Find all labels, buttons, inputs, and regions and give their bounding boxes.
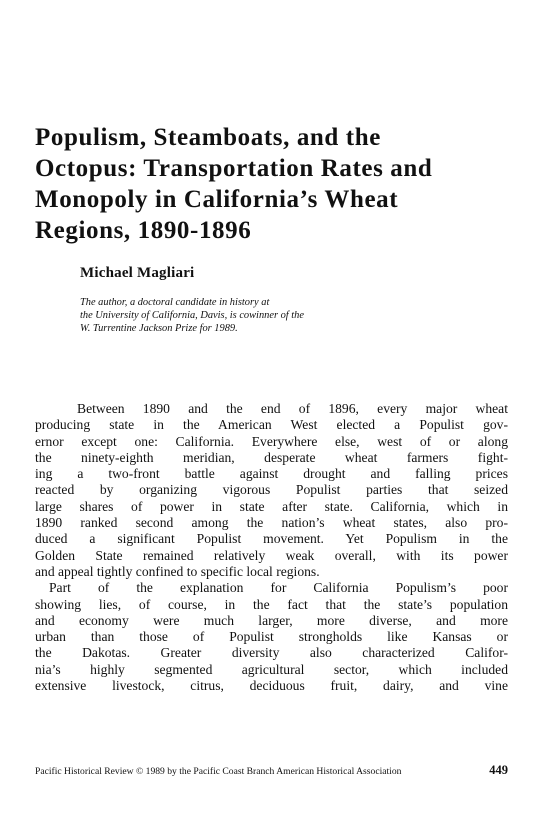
body-line: ernor except one: California. Everywhere else, west of or along [35, 433, 508, 449]
body-line: 1890 ranked second among the nation’s wheat states, also pro- [35, 515, 508, 531]
body-line: Golden State remained relatively weak overall, with its power [35, 547, 508, 563]
body-line: and appeal tightly confined to specific local regions. [35, 563, 320, 579]
body-line: ing a two-front battle against drought and falling prices [35, 466, 508, 482]
article-title [35, 122, 505, 246]
body-line: extensive livestock, citrus, deciduous fruit, dairy, and vine [35, 678, 508, 694]
title-line: Regions, 1890-1896 [35, 217, 252, 244]
page-number: 449 [489, 763, 508, 777]
bio-line: W. Turrentine Jackson Prize for 1989. [80, 323, 238, 334]
author-name: Michael Magliari [80, 265, 195, 281]
body-line: the Dakotas. Greater diversity also characterized Califor- [35, 645, 508, 661]
body-line: showing lies, of course, in the fact that the state’s population [35, 596, 508, 612]
author-bio [80, 296, 304, 335]
body-line: duced a significant Populist movement. Yet Populism in the [35, 531, 508, 547]
body-line: producing state in the American West elected a Populist gov- [35, 417, 508, 433]
title-line: Populism, Steamboats, and the [35, 124, 381, 151]
article-body [35, 401, 508, 694]
page-footer [35, 763, 508, 778]
body-line: nia’s highly segmented agricultural sector, which included [35, 661, 508, 677]
footer-journal-line: Pacific Historical Review © 1989 by the Pacific Coast Branch American Historical Association [35, 766, 402, 777]
body-line: urban than those of Populist strongholds like Kansas or [35, 629, 508, 645]
body-line: Part of the explanation for California Populism’s poor [49, 580, 508, 596]
bio-line: The author, a doctoral candidate in history at [80, 297, 270, 308]
body-line: the ninety-eighth meridian, desperate wheat farmers fight- [35, 449, 508, 465]
bio-line: the University of California, Davis, is cowinner of the [80, 310, 304, 321]
body-line: and economy were much larger, more diverse, and more [35, 612, 508, 628]
body-line: reacted by organizing vigorous Populist parties that seized [35, 482, 508, 498]
title-line: Octopus: Transportation Rates and [35, 155, 433, 182]
body-line: Between 1890 and the end of 1896, every major wheat [77, 401, 508, 416]
body-line: large shares of power in state after state. California, which in [35, 498, 508, 514]
title-line: Monopoly in California’s Wheat [35, 186, 399, 213]
